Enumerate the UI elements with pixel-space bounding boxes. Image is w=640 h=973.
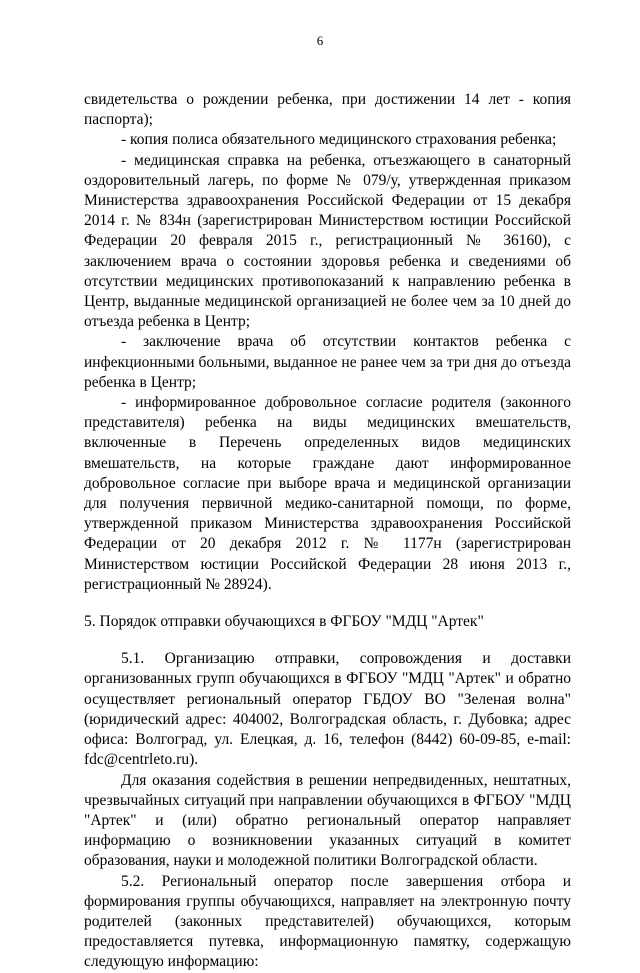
paragraph-medical-certificate: - медицинская справка на ребенка, отъезжающего в санаторный оздоровительный лагерь, по форме № 079/у, утвержденная приказом Министерства здравоохранения Российской Федерации от 15 декабря 2014 г. № 834н (зарегистрирован Министерством юстиции Российской Федерации 20 февраля 2015 г., регистрационный № 36160), с заключением врача о состоянии здоровья ребенка и сведениями об отсутствии медицинских противопоказаний к направлению ребенка в Центр, выданные медицинской организацией не более чем за 10 дней до отъезда ребенка в Центр; xyxy=(84,151,571,331)
section-heading: 5. Порядок отправки обучающихся в ФГБОУ "МДЦ "Артек" xyxy=(84,613,484,631)
paragraph-birth-certificate: свидетельства о рождении ребенка, при достижении 14 лет - копия паспорта); xyxy=(84,91,571,129)
paragraph-informed-consent: - информированное добровольное согласие родителя (законного представителя) ребенка на виды медицинских вмешательств, включенные в Перечень определенных видов медицинских вмешательств, на которые граждане дают информированное добровольное согласие при выборе врача и медицинской организации для получения первичной медико-санитарной помощи, по форме, утвержденной приказом Министерства здравоохранения Российской Федерации от 20 декабря 2012 г. № 1177н (зарегистрирован Министерством юстиции Российской Федерации 28 июня 2013 г., регистрационный № 28924). xyxy=(84,394,571,593)
page-number: 6 xyxy=(316,33,324,48)
paragraph-insurance-policy: - копия полиса обязательного медицинского страхования ребенка; xyxy=(121,131,557,149)
paragraph-5-1: 5.1. Организацию отправки, сопровождения и доставки организованных групп обучающихся в ФГБОУ "МДЦ "Артек" и обратно осуществляет региональный оператор ГБДОУ ВО "Зеленая волна" (юридический адрес: 404002, Волгоградская область, г. Дубовка; адрес офиса: Волгоград, ул. Елецкая, д. 16, телефон (8442) 60-09-85, e-mail: fdc@centrleto.ru). xyxy=(84,650,571,769)
paragraph-5-2: 5.2. Региональный оператор после завершения отбора и формирования группы обучающихся, направляет на электронную почту родителей (законных представителей) обучающихся, которым предоставляется путевка, информационную памятку, содержащую следующую информацию: xyxy=(84,872,571,971)
paragraph-no-contacts-conclusion: - заключение врача об отсутствии контактов ребенка с инфекционными больными, выданное не ранее чем за три дня до отъезда ребенка в Центр; xyxy=(84,333,571,391)
document-body xyxy=(84,90,571,973)
paragraph-emergency-assistance: Для оказания содействия в решении непредвиденных, нештатных, чрезвычайных ситуаций при направлении обучающихся в ФГБОУ "МДЦ "Артек" и (или) обратно региональный оператор направляет информацию о возникновении указанных ситуаций в комитет образования, науки и молодежной политики Волгоградской области. xyxy=(84,771,571,870)
